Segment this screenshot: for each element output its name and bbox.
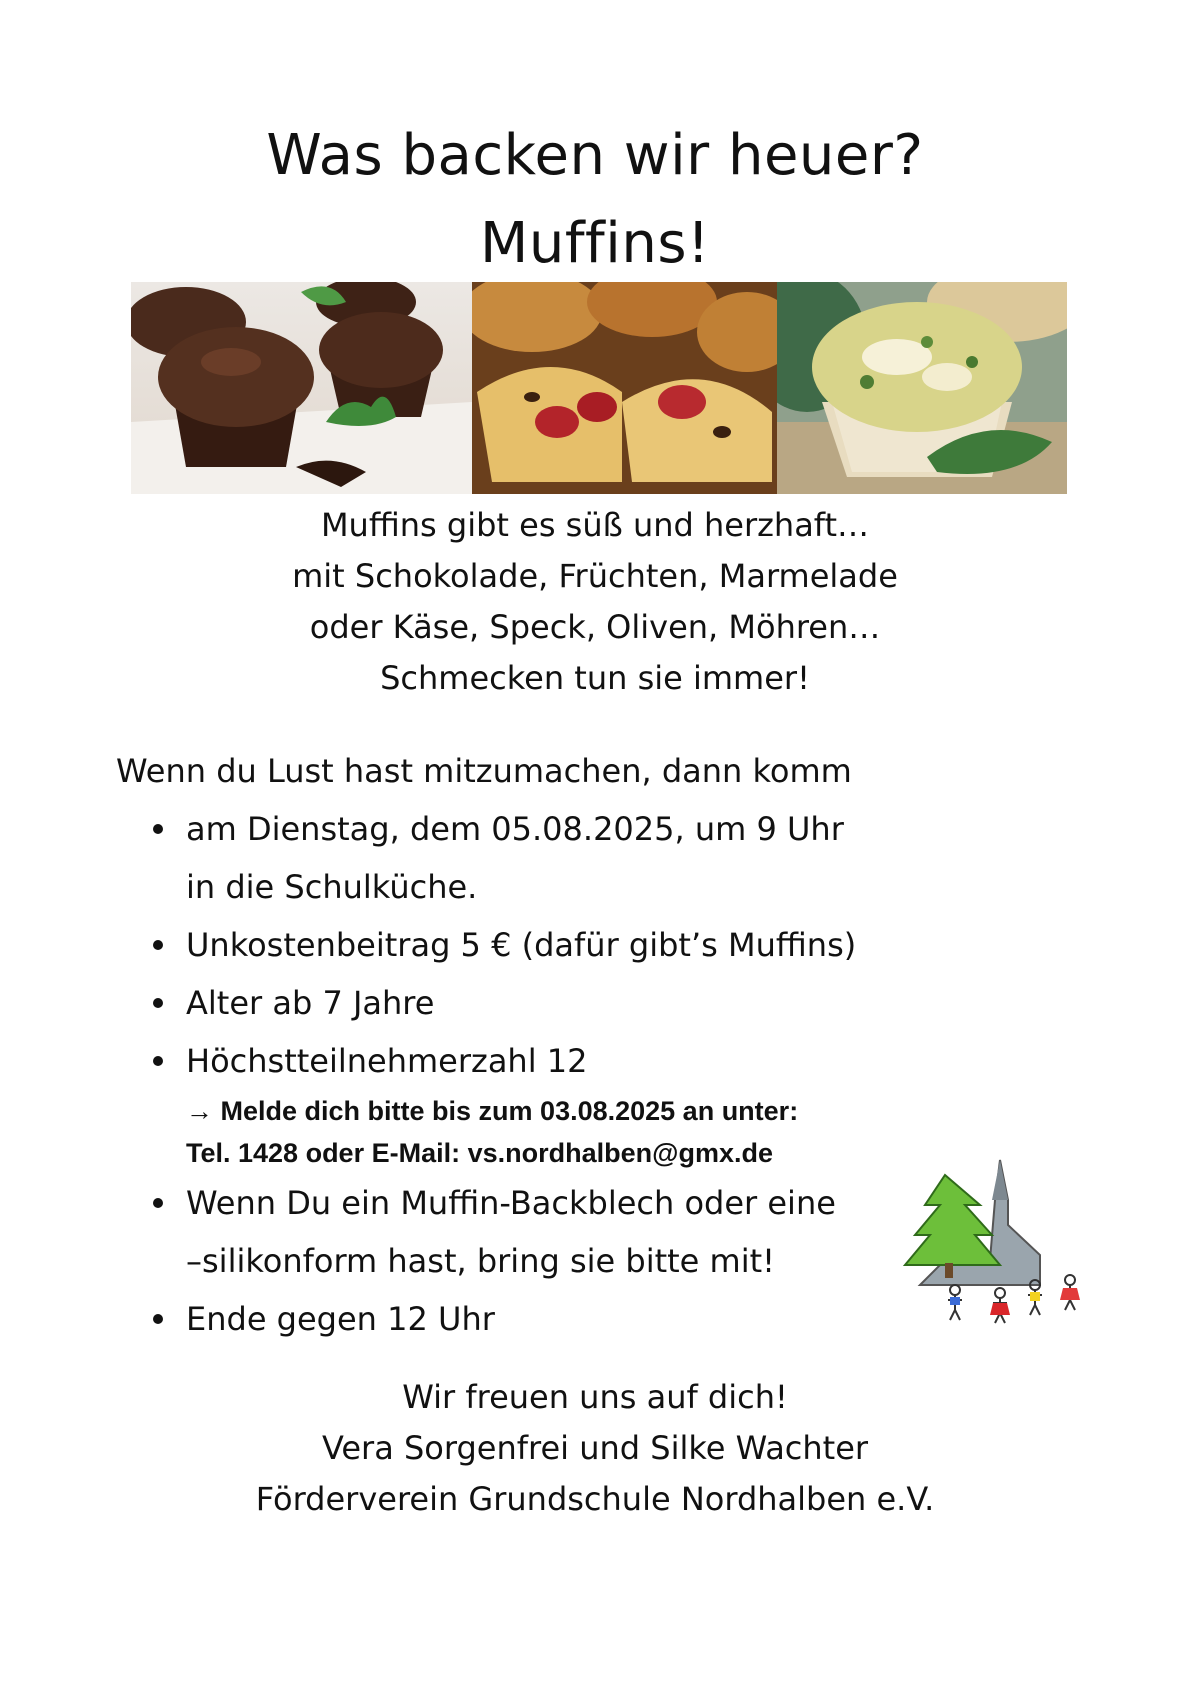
details-lead: Wenn du Lust hast mitzumachen, dann komm	[116, 752, 852, 790]
bullet-icon	[153, 1056, 163, 1066]
note-line-1: Melde dich bitte bis zum 03.08.2025 an unter:	[220, 1096, 799, 1126]
registration-note	[150, 1090, 950, 1174]
intro-line: Muffins gibt es süß und herzhaft…	[320, 506, 870, 544]
intro-line: Schmecken tun sie immer!	[380, 659, 810, 697]
closing-line: Vera Sorgenfrei und Silke Wachter	[321, 1429, 869, 1467]
closing-line: Wir freuen uns auf dich!	[402, 1378, 788, 1416]
closing-text	[0, 1372, 1190, 1525]
list-item	[150, 1174, 950, 1290]
details-list	[150, 800, 950, 1348]
title-line-1: Was backen wir heuer?	[266, 123, 924, 188]
item-line: Höchstteilnehmerzahl 12	[186, 1042, 588, 1080]
note-line-2: Tel. 1428 oder E-Mail: vs.nordhalben@gmx.de	[186, 1138, 773, 1168]
intro-line: oder Käse, Speck, Oliven, Möhren…	[309, 608, 881, 646]
chocolate-muffins-icon	[131, 282, 472, 494]
list-item	[150, 916, 950, 974]
list-item	[150, 974, 950, 1032]
spinach-cheese-muffin-icon	[777, 282, 1067, 494]
bullet-icon	[153, 940, 163, 950]
intro-line: mit Schokolade, Früchten, Marmelade	[292, 557, 898, 595]
closing-line: Förderverein Grundschule Nordhalben e.V.	[255, 1480, 935, 1518]
bullet-icon	[153, 1198, 163, 1208]
bullet-icon	[153, 998, 163, 1008]
list-item	[150, 1032, 950, 1090]
item-line: in die Schulküche.	[186, 868, 478, 906]
cherry-muffins-icon	[472, 282, 777, 494]
arrow-icon: →	[186, 1096, 213, 1126]
bullet-icon	[153, 1314, 163, 1324]
intro-text	[0, 500, 1190, 704]
bullet-icon	[153, 824, 163, 834]
title-line-2: Muffins!	[480, 211, 710, 276]
list-item	[150, 1290, 950, 1348]
list-item	[150, 800, 950, 916]
item-line: am Dienstag, dem 05.08.2025, um 9 Uhr	[186, 810, 844, 848]
muffin-photo-strip	[131, 282, 1067, 494]
item-line: Wenn Du ein Muffin-Backblech oder eine	[186, 1184, 836, 1222]
item-line: Ende gegen 12 Uhr	[186, 1300, 495, 1338]
school-logo-icon	[900, 1155, 1100, 1330]
item-line: Alter ab 7 Jahre	[186, 984, 435, 1022]
item-line: Unkostenbeitrag 5 € (dafür gibt’s Muffins)	[186, 926, 857, 964]
item-line: –silikonform hast, bring sie bitte mit!	[186, 1242, 775, 1280]
